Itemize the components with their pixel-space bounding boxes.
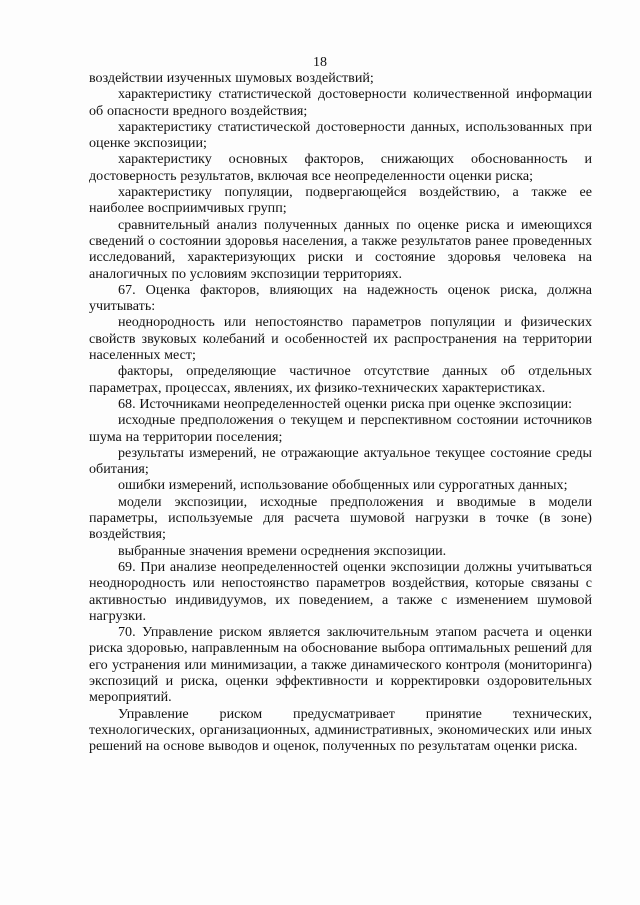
clause-68: 68. Источниками неопределенностей оценки риска при оценке экспозиции:: [118, 395, 573, 412]
clause-69: 69. При анализе неопределенностей оценки экспозиции должны учитываться неоднородность или непостоянство параметров воздействия, которые связаны с активностью индивидуумов, их поведением, а также с изменением шумовой нагрузки.: [89, 558, 592, 624]
paragraph-item: исходные предположения о текущем и перспективном состоянии источников шума на территории поселения;: [89, 412, 592, 445]
document-body: [89, 70, 592, 754]
paragraph-item: неоднородность или непостоянство параметров популяции и физических свойств звуковых колебаний и особенностей их распространения на территории населенных мест;: [89, 314, 592, 364]
paragraph-item: характеристику основных факторов, снижающих обоснованность и достоверность результатов, включая все неопределенности оценки риска;: [89, 151, 592, 184]
paragraph-item: факторы, определяющие частичное отсутствие данных об отдельных параметрах, процессах, явлениях, их физико-технических характеристиках.: [89, 363, 592, 396]
paragraph-item: ошибки измерений, использование обобщенных или суррогатных данных;: [118, 477, 568, 494]
paragraph-item: сравнительный анализ полученных данных по оценке риска и имеющихся сведений о состоянии здоровья населения, а также результатов ранее проведенных исследований, характеризующих риски и состояние здоровья человека на аналогичных по условиям экспозиции территориях.: [89, 216, 592, 282]
paragraph-item: характеристику статистической достоверности данных, использованных при оценке экспозиции;: [89, 118, 592, 152]
paragraph-item: характеристику статистической достоверности количественной информации об опасности вредного воздействия;: [89, 86, 592, 119]
paragraph-item: Управление риском предусматривает принятие технических, технологических, организационных, административных, экономических или иных решений на основе выводов и оценок, полученных по результатам оценки риска.: [89, 705, 592, 755]
paragraph-item: характеристику популяции, подвергающейся воздействию, а также ее наиболее восприимчивых групп;: [89, 184, 592, 217]
page-number: 18: [313, 55, 327, 70]
paragraph-item: результаты измерений, не отражающие актуальное текущее состояние среды обитания;: [89, 444, 592, 478]
paragraph-item: выбранные значения времени осреднения экспозиции.: [118, 542, 447, 559]
clause-67: 67. Оценка факторов, влияющих на надежность оценок риска, должна учитывать:: [89, 281, 592, 315]
paragraph-item: модели экспозиции, исходные предположения и вводимые в модели параметры, используемые для расчета шумовой нагрузки в точке (в зоне) воздействия;: [89, 493, 592, 543]
clause-70: 70. Управление риском является заключительным этапом расчета и оценки риска здоровью, направленным на обоснование выбора оптимальных решений для его устранения или минимизации, а также динамического контроля (мониторинга) экспозиций и риска, оценки эффективности и корректировки оздоровительных мероприятий.: [89, 624, 592, 706]
paragraph-continuation: воздействии изученных шумовых воздействий;: [89, 70, 374, 86]
